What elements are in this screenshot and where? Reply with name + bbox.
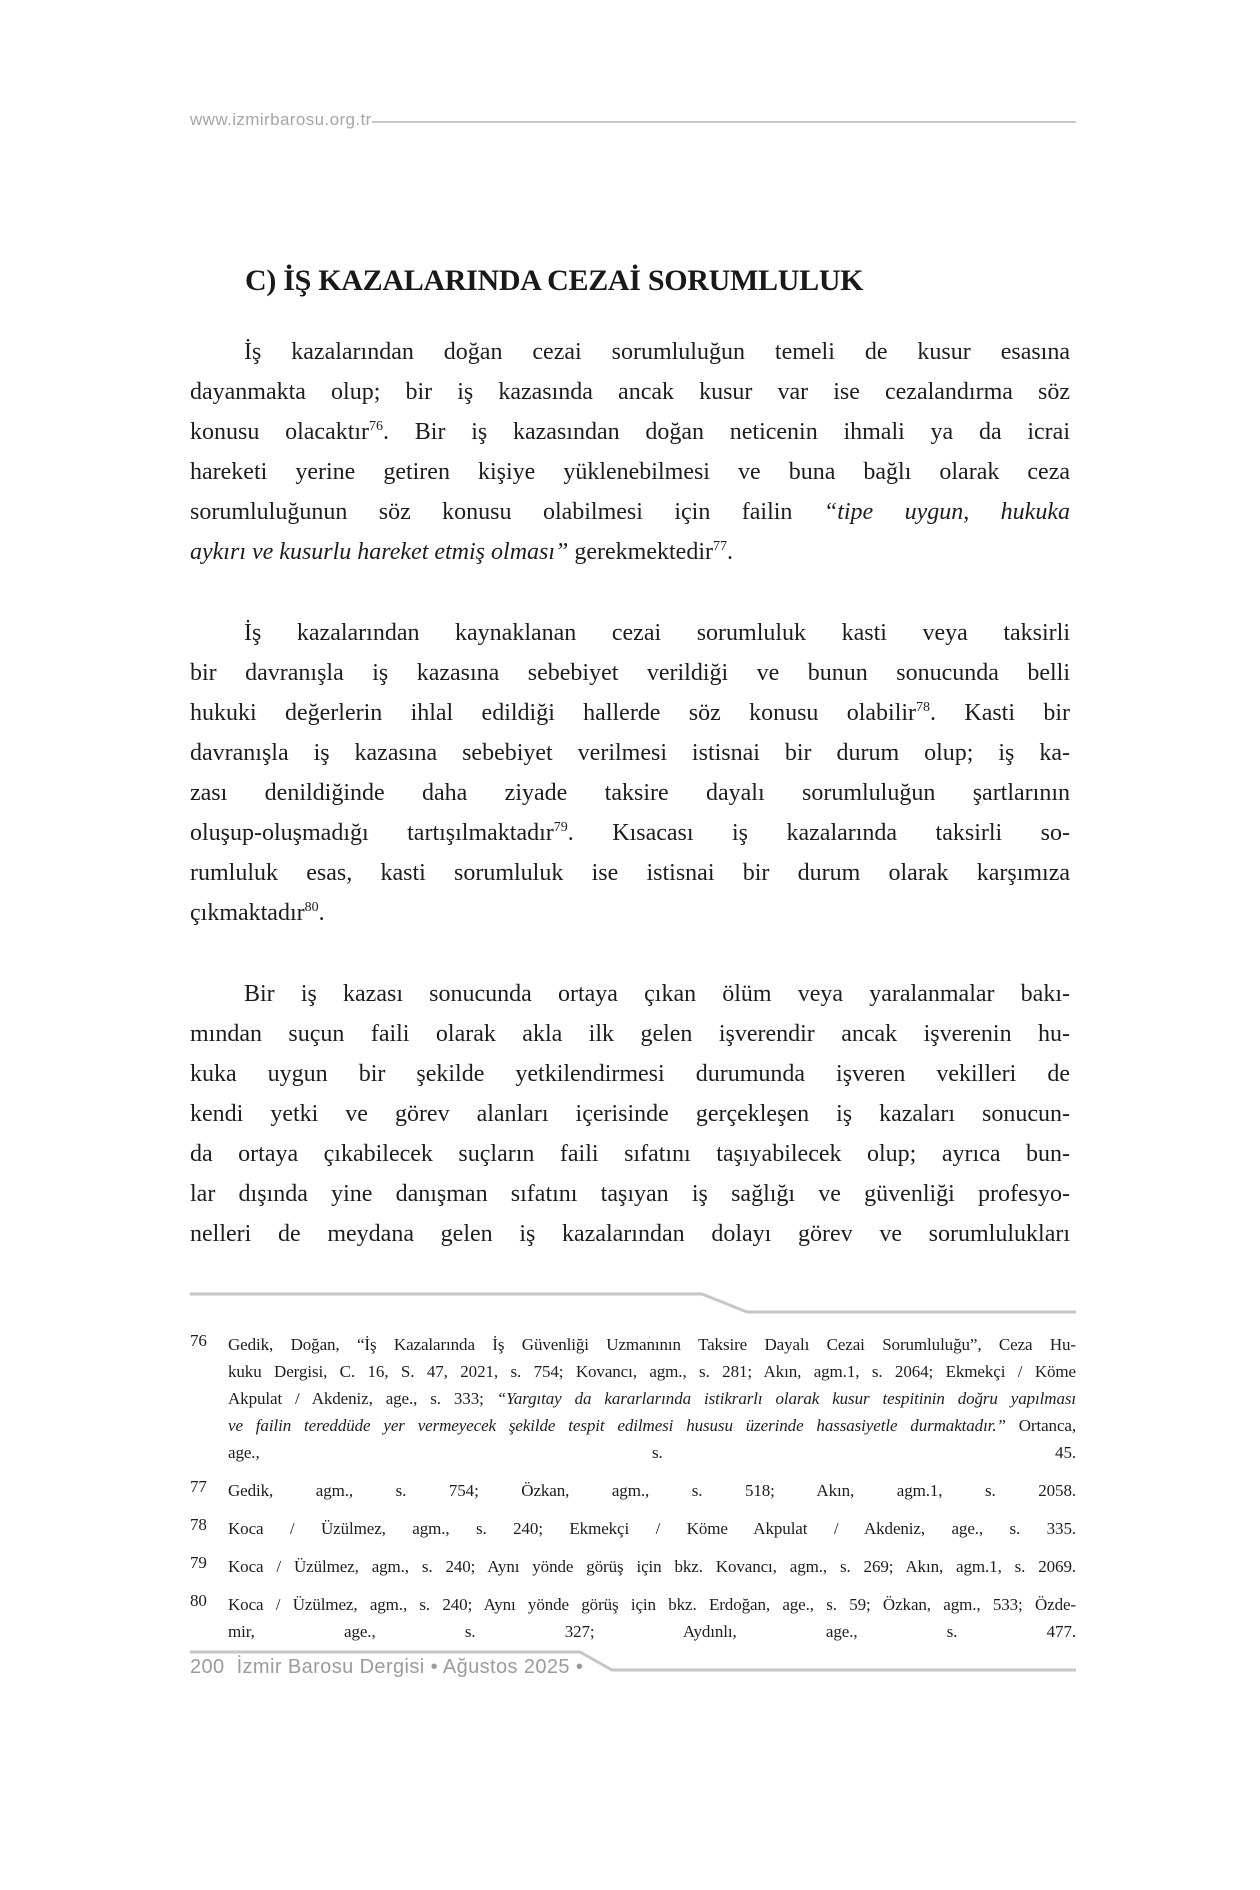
text-line <box>228 1331 1076 1358</box>
text-line <box>228 1385 1076 1412</box>
footnote-item <box>190 1331 1076 1466</box>
text-run: da ortaya çıkabilecek suçların faili sıfatını taşıyabilecek olup; ayrıca bun- <box>190 1141 1070 1167</box>
text-line <box>228 1412 1076 1439</box>
text-line <box>190 653 1070 693</box>
footer-journal-label: İzmir Barosu Dergisi • Ağustos 2025 • <box>236 1656 584 1678</box>
header-rule <box>372 121 1076 123</box>
footnote-item <box>190 1515 1076 1542</box>
text-run: gerekmektedir <box>568 539 713 565</box>
text-run: nelleri de meydana gelen iş kazalarından dolayı görev ve sorumlulukları <box>190 1221 1070 1247</box>
text-run: Bir iş kazası sonucunda ortaya çıkan ölüm veya yaralanmalar bakı- <box>244 981 1070 1007</box>
text-run: . <box>726 539 733 565</box>
text-run: . Bir iş kazasından doğan neticenin ihmali ya da icrai <box>383 419 1070 445</box>
text-line <box>190 1174 1070 1214</box>
text-line <box>228 1591 1076 1618</box>
page-footer <box>190 1656 583 1679</box>
text-line <box>190 1094 1070 1134</box>
paragraph <box>190 613 1070 933</box>
text-run: kuku Dergisi, C. 16, S. 47, 2021, s. 754; Kovancı, agm., s. 281; Akın, agm.1, s. 2064; Ekmekçi / Köme <box>228 1362 1076 1381</box>
text-run: mından suçun faili olarak akla ilk gelen işverendir ancak işverenin hu- <box>190 1021 1070 1047</box>
text-line <box>190 1214 1070 1254</box>
text-line <box>190 773 1070 813</box>
text-run: Koca / Üzülmez, agm., s. 240; Ekmekçi / Köme Akpulat / Akdeniz, age., s. 335. <box>228 1519 1076 1538</box>
text-run: çıkmaktadır <box>190 900 305 926</box>
text-run: dayanmakta olup; bir iş kazasında ancak kusur var ise cezalandırma söz <box>190 379 1070 405</box>
footnote-item <box>190 1477 1076 1504</box>
text-run: davranışla iş kazasına sebebiyet verilmesi istisnai bir durum olup; iş ka- <box>190 740 1070 766</box>
page-title: C) İŞ KAZALARINDA CEZAİ SORUMLULUK <box>245 264 864 297</box>
text-line <box>190 532 1070 572</box>
text-run: zası denildiğinde daha ziyade taksire dayalı sorumluluğun şartlarının <box>190 780 1070 806</box>
text-run: . <box>318 900 325 926</box>
footnote-number: 80 <box>190 1591 207 1610</box>
text-line <box>228 1439 1076 1466</box>
text-line <box>190 1014 1070 1054</box>
text-line <box>190 853 1070 893</box>
text-run: Ortanca, <box>1005 1416 1076 1435</box>
footnote-number: 76 <box>190 1331 207 1350</box>
text-run: . Kasti bir <box>930 700 1070 726</box>
text-line <box>228 1358 1076 1385</box>
text-run: hukuki değerlerin ihlal edildiği hallerde söz konusu olabilir <box>190 700 917 726</box>
footnote-number: 79 <box>190 1553 207 1572</box>
text-run: hareketi yerine getiren kişiye yüklenebilmesi ve buna bağlı olarak ceza <box>190 459 1070 485</box>
italic-run: aykırı ve kusurlu hareket etmiş olması” <box>190 539 569 565</box>
text-line <box>228 1477 1076 1504</box>
text-run: İş kazalarından kaynaklanan cezai sorumluluk kasti veya taksirli <box>244 620 1070 646</box>
text-line <box>190 693 1070 733</box>
footnote-separator <box>190 1290 1076 1316</box>
text-run: konusu olacaktır <box>190 419 370 445</box>
italic-run: “Yargıtay da kararlarında istikrarlı olarak kusur tespitinin doğru yapılması <box>496 1389 1076 1408</box>
paragraph <box>190 332 1070 572</box>
footnote-ref: 79 <box>553 820 568 835</box>
header-url: www.izmirbarosu.org.tr <box>190 110 372 129</box>
text-line <box>190 1054 1070 1094</box>
text-run: Koca / Üzülmez, agm., s. 240; Aynı yönde görüş için bkz. Kovancı, agm., s. 269; Akın, agm.1, s. 2069. <box>228 1557 1076 1576</box>
paragraph <box>190 974 1070 1254</box>
text-run: Akpulat / Akdeniz, age., s. 333; <box>228 1389 497 1408</box>
text-run: mir, age., s. 327; Aydınlı, age., s. 477. <box>228 1622 1076 1641</box>
text-line <box>190 733 1070 773</box>
text-run: . Kısacası iş kazalarında taksirli so- <box>567 820 1070 846</box>
text-run: Gedik, Doğan, “İş Kazalarında İş Güvenliği Uzmanının Taksire Dayalı Cezai Sorumluluğu”, Ceza Hu- <box>228 1335 1076 1354</box>
text-run: lar dışında yine danışman sıfatını taşıyan iş sağlığı ve güvenliği profesyo- <box>190 1181 1070 1207</box>
footer-page-number: 200 <box>190 1656 225 1678</box>
footnote-number: 77 <box>190 1477 207 1496</box>
text-line <box>190 332 1070 372</box>
footnote-ref: 77 <box>712 539 727 554</box>
footnotes <box>190 1331 1076 1656</box>
text-line <box>190 613 1070 653</box>
text-line <box>190 1134 1070 1174</box>
text-line <box>228 1515 1076 1542</box>
text-line <box>190 893 1070 933</box>
text-run: sorumluluğunun söz konusu olabilmesi için failin <box>190 499 824 525</box>
text-run: age., s. 45. <box>228 1443 1076 1462</box>
text-line <box>190 412 1070 452</box>
text-line <box>190 492 1070 532</box>
text-line <box>190 372 1070 412</box>
footnote-ref: 76 <box>369 419 384 434</box>
text-run: Koca / Üzülmez, agm., s. 240; Aynı yönde görüş için bkz. Erdoğan, age., s. 59; Özkan, agm., 533; Özde- <box>228 1595 1076 1614</box>
text-line <box>228 1553 1076 1580</box>
footnote-item <box>190 1591 1076 1645</box>
text-line <box>190 452 1070 492</box>
text-line <box>228 1618 1076 1645</box>
italic-run: “tipe uygun, hukuka <box>823 499 1070 525</box>
text-line <box>190 813 1070 853</box>
italic-run: ve failin tereddüde yer vermeyecek şekilde tespit edilmesi hususu üzerinde hassasiyetle durmaktadır.” <box>228 1416 1006 1435</box>
footnote-number: 78 <box>190 1515 207 1534</box>
text-line <box>190 974 1070 1014</box>
text-run: kendi yetki ve görev alanları içerisinde gerçekleşen iş kazaları sonucun- <box>190 1101 1070 1127</box>
body-text <box>190 332 1070 1254</box>
text-run: bir davranışla iş kazasına sebebiyet verildiği ve bunun sonucunda belli <box>190 660 1070 686</box>
text-run: rumluluk esas, kasti sorumluluk ise istisnai bir durum olarak karşımıza <box>190 860 1070 886</box>
footnote-ref: 78 <box>916 700 931 715</box>
text-run: Gedik, agm., s. 754; Özkan, agm., s. 518; Akın, agm.1, s. 2058. <box>228 1481 1076 1500</box>
text-run: oluşup-oluşmadığı tartışılmaktadır <box>190 820 554 846</box>
text-run: İş kazalarından doğan cezai sorumluluğun temeli de kusur esasına <box>244 339 1070 365</box>
footnote-ref: 80 <box>304 900 319 915</box>
text-run: kuka uygun bir şekilde yetkilendirmesi durumunda işveren vekilleri de <box>190 1061 1070 1087</box>
footnote-item <box>190 1553 1076 1580</box>
